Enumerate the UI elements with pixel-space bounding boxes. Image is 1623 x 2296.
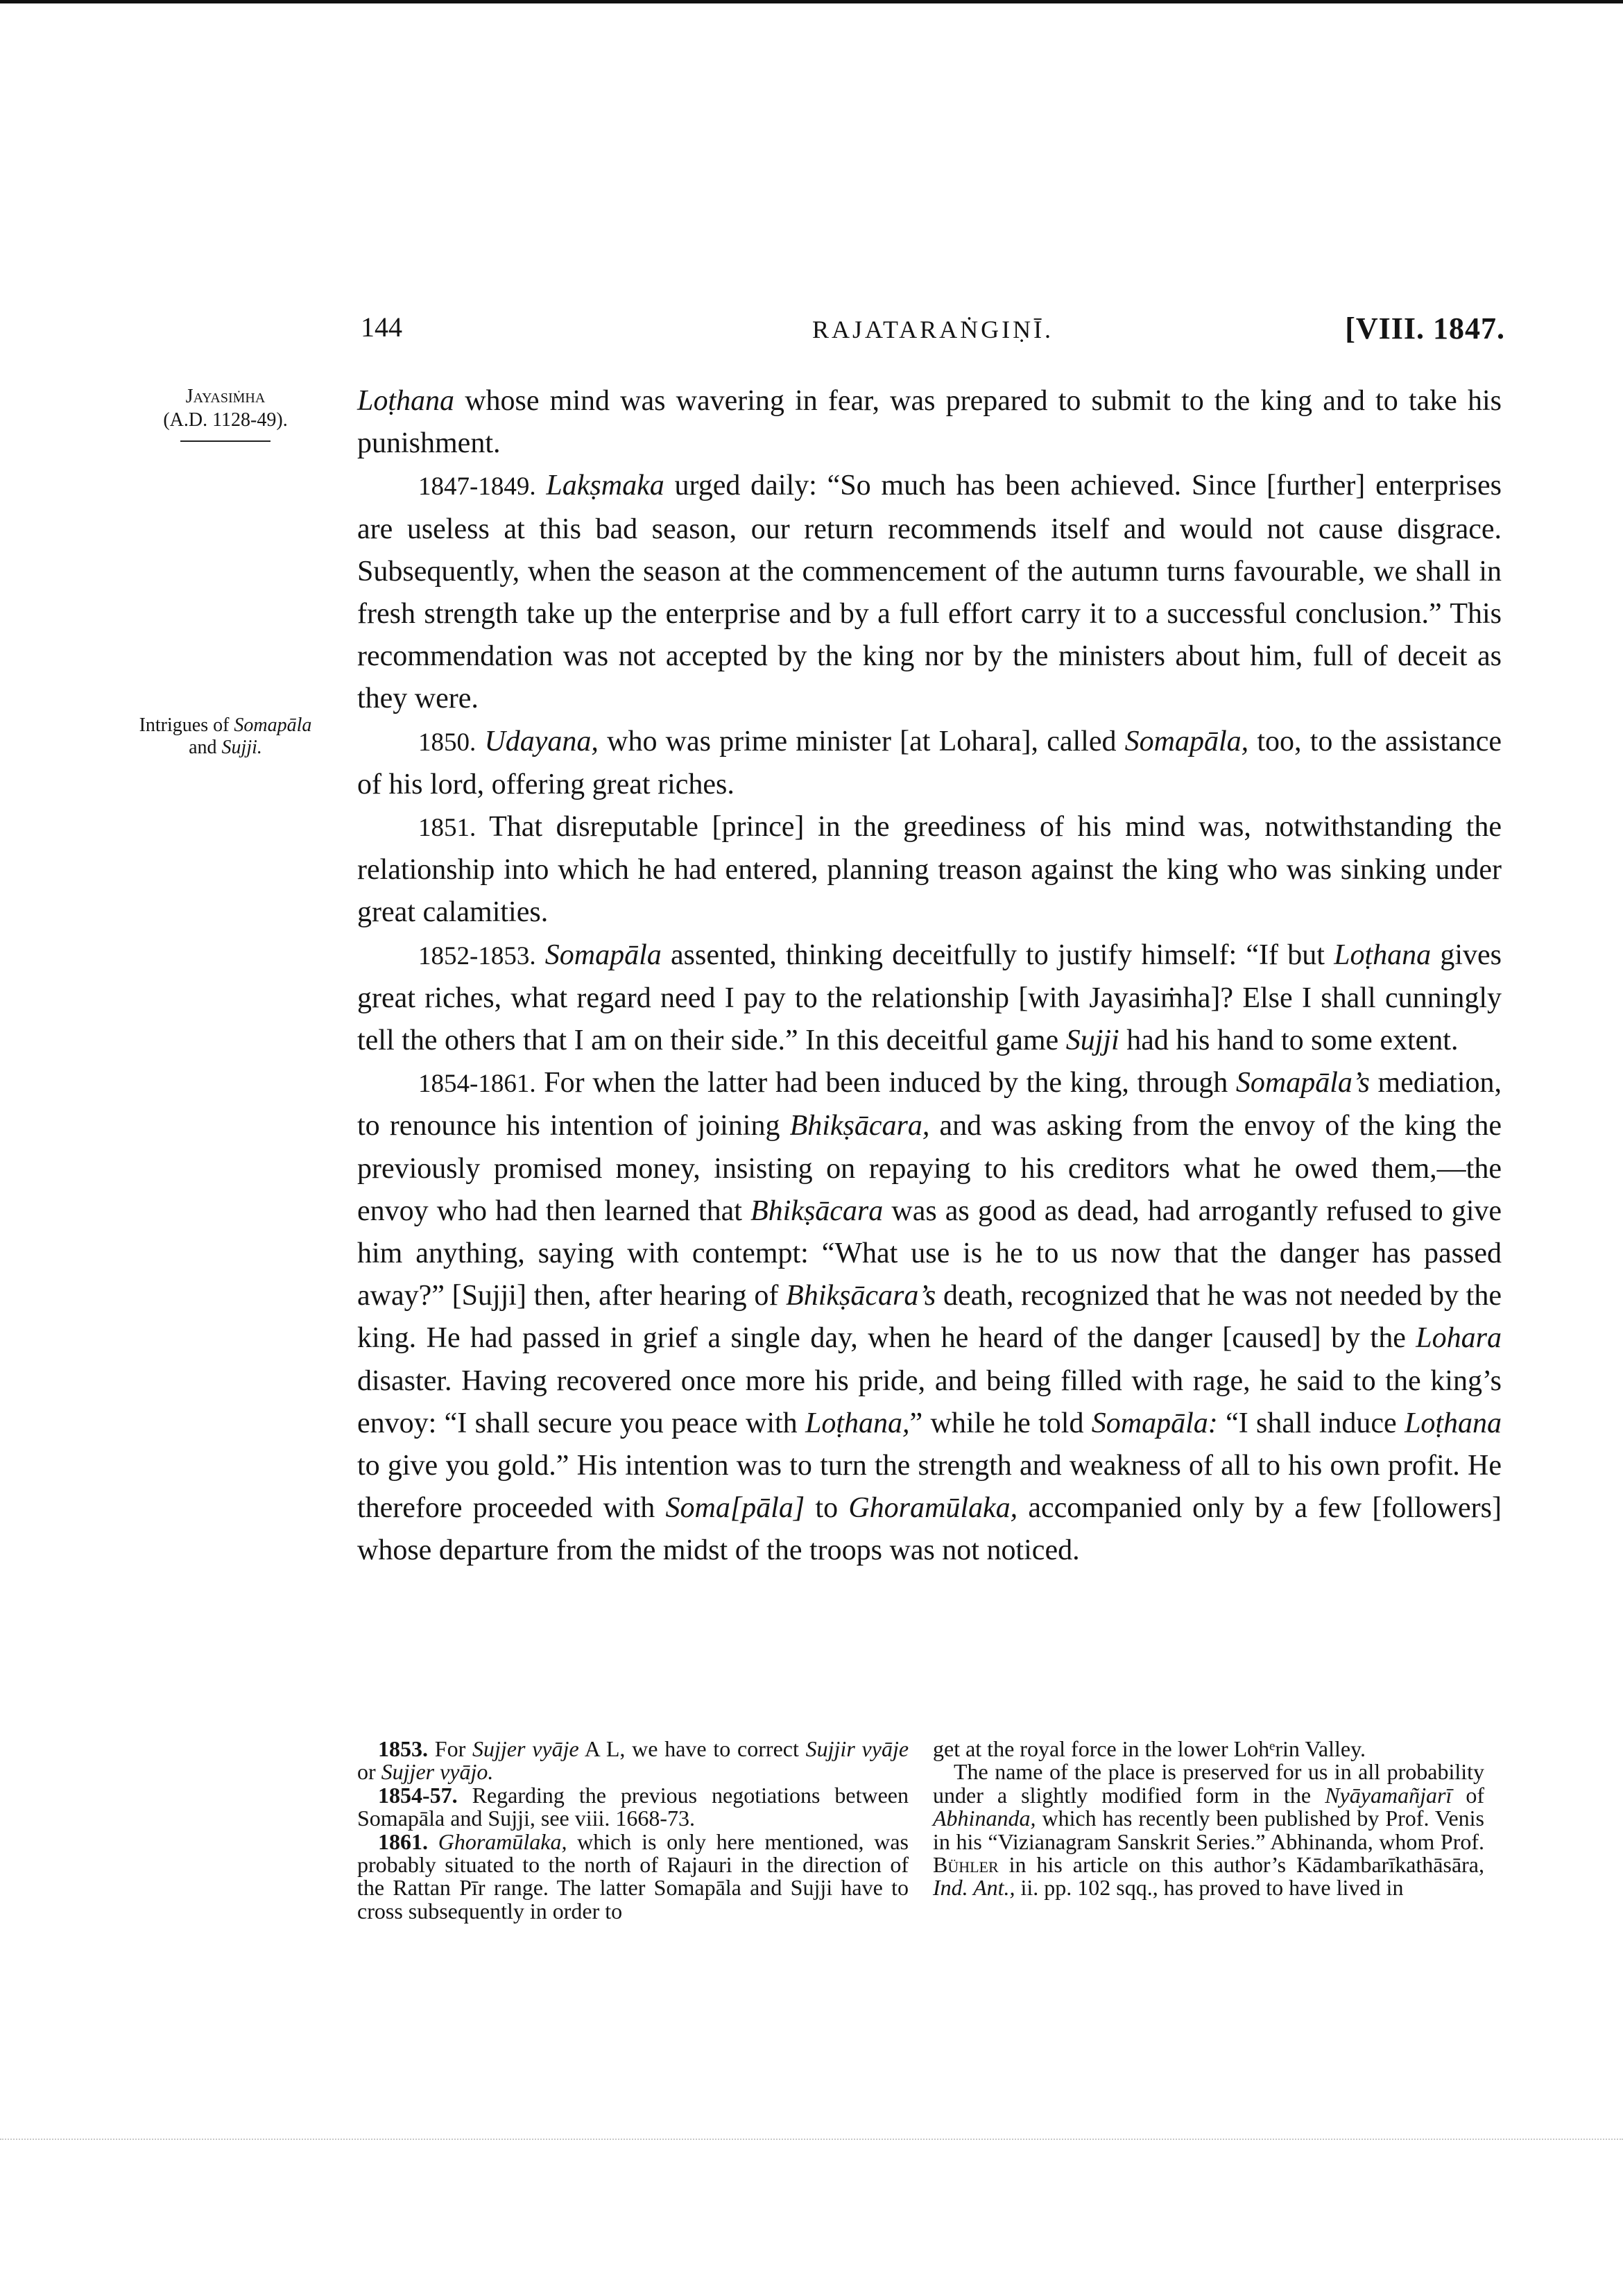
footnote-1854-57: 1854-57. Regarding the previous negotiations between Somapāla and Sujji, see viii. 1668-73. <box>357 1782 909 1831</box>
paragraph-1854-1861: 1854-1861. For when the latter had been induced by the king, through Somapāla’s mediation, to renounce his intention of joining Bhikṣācara, and was asking from the envoy of the king the previously promised money, insisting on repaying to his creditors what he owed them,—the envoy who had then learned that Bhikṣācara was as good as dead, had arrogantly refused to give him anything, saying with contempt: “What use is he to us now that the danger has passed away?” [Sujji] then, after hearing of Bhikṣācara’s death, recognized that he was not needed by the king. He had passed in grief a single day, when he heard of the danger [caused] by the Lohara disaster. Having recovered once more his pride, and being filled with rage, he said to the king’s envoy: “I shall secure you peace with Loṭhana,” while he told Somapāla: “I shall induce Loṭhana to give you gold.” His intention was to turn the strength and weakness of all to his own profit. He therefore proceeded with Soma[pāla] to Ghoramūlaka, accompanied only by a few [followers] whose departure from the midst of the troops was not noticed. <box>357 1067 1502 1567</box>
footnotes-right-column <box>933 1738 1484 1900</box>
paragraph-1847-1849: 1847-1849. Lakṣmaka urged daily: “So much has been achieved. Since [further] enterprises are useless at this bad season, our return recommends itself and would not cause disgrace. Subsequently, when the season at the commencement of the autumn turns favourable, we shall in fresh strength take up the enterprise and by a full effort carry it to a successful conclusion.” This recommendation was not accepted by the king nor by the ministers about him, full of deceit as they were. <box>357 470 1502 715</box>
main-text <box>357 380 1502 1573</box>
margin-rule <box>180 440 270 442</box>
margin-king-name: Jayasiṁha <box>185 386 266 407</box>
paragraph-1852-1853: 1852-1853. Somapāla assented, thinking deceitfully to justify himself: “If but Loṭhana gives great riches, what regard need I pay to the relationship [with Jayasiṁha]? Else I shall cunningly tell the others that I am on their side.” In this deceitful game Sujji had his hand to some extent. <box>357 939 1502 1057</box>
footnote-1853: 1853. For Sujjer vyāje A L, we have to correct Sujjir vyāje or Sujjer vyājo. <box>357 1736 909 1785</box>
scan-artifact-line <box>0 2139 1623 2140</box>
page-number: 144 <box>361 311 402 343</box>
running-header <box>361 311 1505 352</box>
footnote-1861: 1861. Ghoramūlaka, which is only here mentioned, was probably situated to the north of Rajauri in the direction of the Rattan Pīr range. The latter Somapāla and Sujji have to cross subsequently in order to <box>357 1828 909 1924</box>
footnote-place-name: The name of the place is preserved for us in all probability under a slightly modified form in the Nyāyamañjarī of Abhinanda, which has recently been published by Prof. Venis in his “Vizianagram Sanskrit Series.” Abhinanda, whom Prof. Bühler in his article on this author’s Kādambarīkathāsāra, Ind. Ant., ii. pp. 102 sqq., has proved to have lived in <box>933 1759 1485 1901</box>
margin-king-note <box>118 385 333 442</box>
margin-intrigues-note: Intrigues of Somapāla and Sujji. <box>139 714 312 758</box>
paragraph-1851: 1851. That disreputable [prince] in the greediness of his mind was, notwithstanding the relationship into which he had entered, planning treason against the king who was sinking under great calamities. <box>357 811 1502 929</box>
paragraph-1847-intro: Loṭhana whose mind was wavering in fear, was prepared to submit to the king and to take his punishment. <box>357 385 1502 460</box>
scan-top-border <box>0 0 1623 3</box>
footnote-1861-continued: get at the royal force in the lower Lohᵉrin Valley. <box>933 1736 1366 1761</box>
running-title: RAJATARAṄGIṆĪ. <box>812 316 1054 343</box>
section-reference: [VIII. 1847. <box>1345 311 1505 345</box>
margin-king-dates: (A.D. 1128-49). <box>163 409 288 431</box>
paragraph-1850: 1850. Udayana, who was prime minister [at Lohara], called Somapāla, too, to the assistance of his lord, offering great riches. <box>357 725 1502 800</box>
footnotes-left-column <box>357 1738 909 1923</box>
